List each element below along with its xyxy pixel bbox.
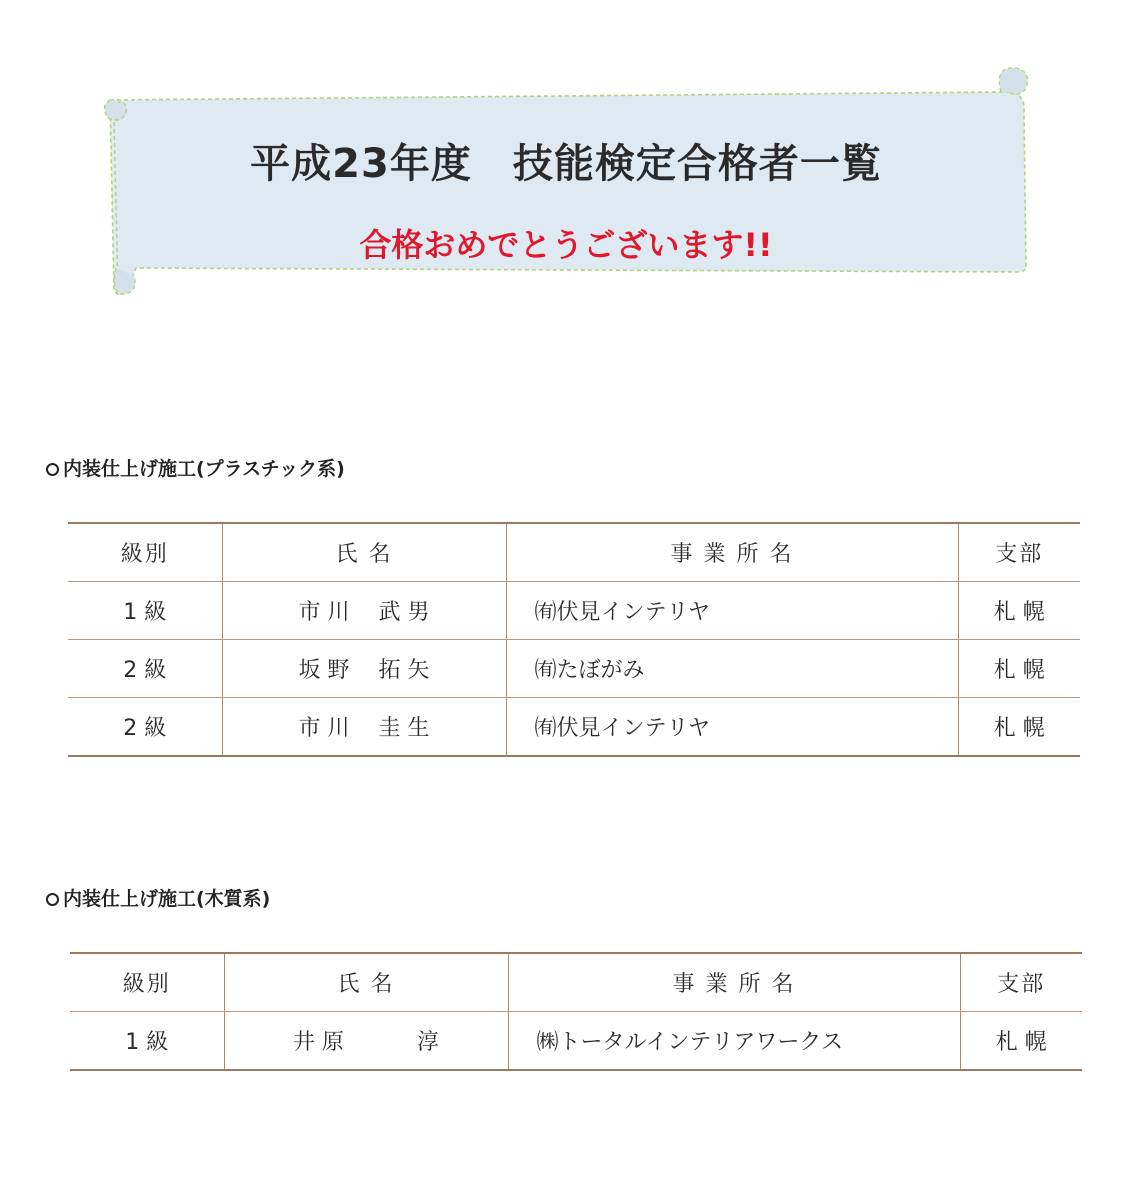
column-header-name: 氏 名: [222, 523, 506, 582]
column-header-branch: 支部: [960, 953, 1082, 1012]
roster-table-plastic: [68, 522, 1080, 757]
section-heading-plastic: [46, 454, 345, 481]
column-header-office: 事 業 所 名: [506, 523, 958, 582]
branch-cell: 札 幌: [960, 1012, 1082, 1071]
section-heading-label: 内装仕上げ施工(プラスチック系): [63, 458, 345, 480]
branch-cell: 札 幌: [958, 582, 1080, 640]
column-header-office: 事 業 所 名: [508, 953, 960, 1012]
table-row: [68, 582, 1080, 640]
page-title: 平成23年度 技能検定合格者一覧: [250, 141, 882, 187]
congratulations-message: 合格おめでとうございます!!: [359, 226, 773, 264]
table-header-row: [70, 953, 1082, 1012]
section-heading-label: 内装仕上げ施工(木質系): [63, 888, 271, 910]
name-cell: 市 川 圭 生: [222, 698, 506, 757]
grade-cell: 1 級: [70, 1012, 224, 1071]
column-header-grade: 級別: [70, 953, 224, 1012]
name-cell: 市 川 武 男: [222, 582, 506, 640]
roster-table-wood: [70, 952, 1082, 1071]
branch-cell: 札 幌: [958, 698, 1080, 757]
grade-cell: 2 級: [68, 640, 222, 698]
grade-cell: 2 級: [68, 698, 222, 757]
branch-cell: 札 幌: [958, 640, 1080, 698]
name-cell: 井 原 淳: [224, 1012, 508, 1071]
section-heading-wood: [46, 884, 270, 911]
title-banner: [96, 62, 1036, 300]
table-row: [68, 640, 1080, 698]
table-header-row: [68, 523, 1080, 582]
grade-cell: 1 級: [68, 582, 222, 640]
column-header-grade: 級別: [68, 523, 222, 582]
column-header-branch: 支部: [958, 523, 1080, 582]
name-cell: 坂 野 拓 矢: [222, 640, 506, 698]
office-cell: ㈲伏見インテリヤ: [506, 582, 958, 640]
table-row: [68, 698, 1080, 757]
office-cell: ㈲伏見インテリヤ: [506, 698, 958, 757]
office-cell: ㈲たぼがみ: [506, 640, 958, 698]
office-cell: ㈱トータルインテリアワークス: [508, 1012, 960, 1071]
circle-marker-icon: [46, 463, 59, 476]
column-header-name: 氏 名: [224, 953, 508, 1012]
circle-marker-icon: [46, 893, 59, 906]
table-row: [70, 1012, 1082, 1071]
